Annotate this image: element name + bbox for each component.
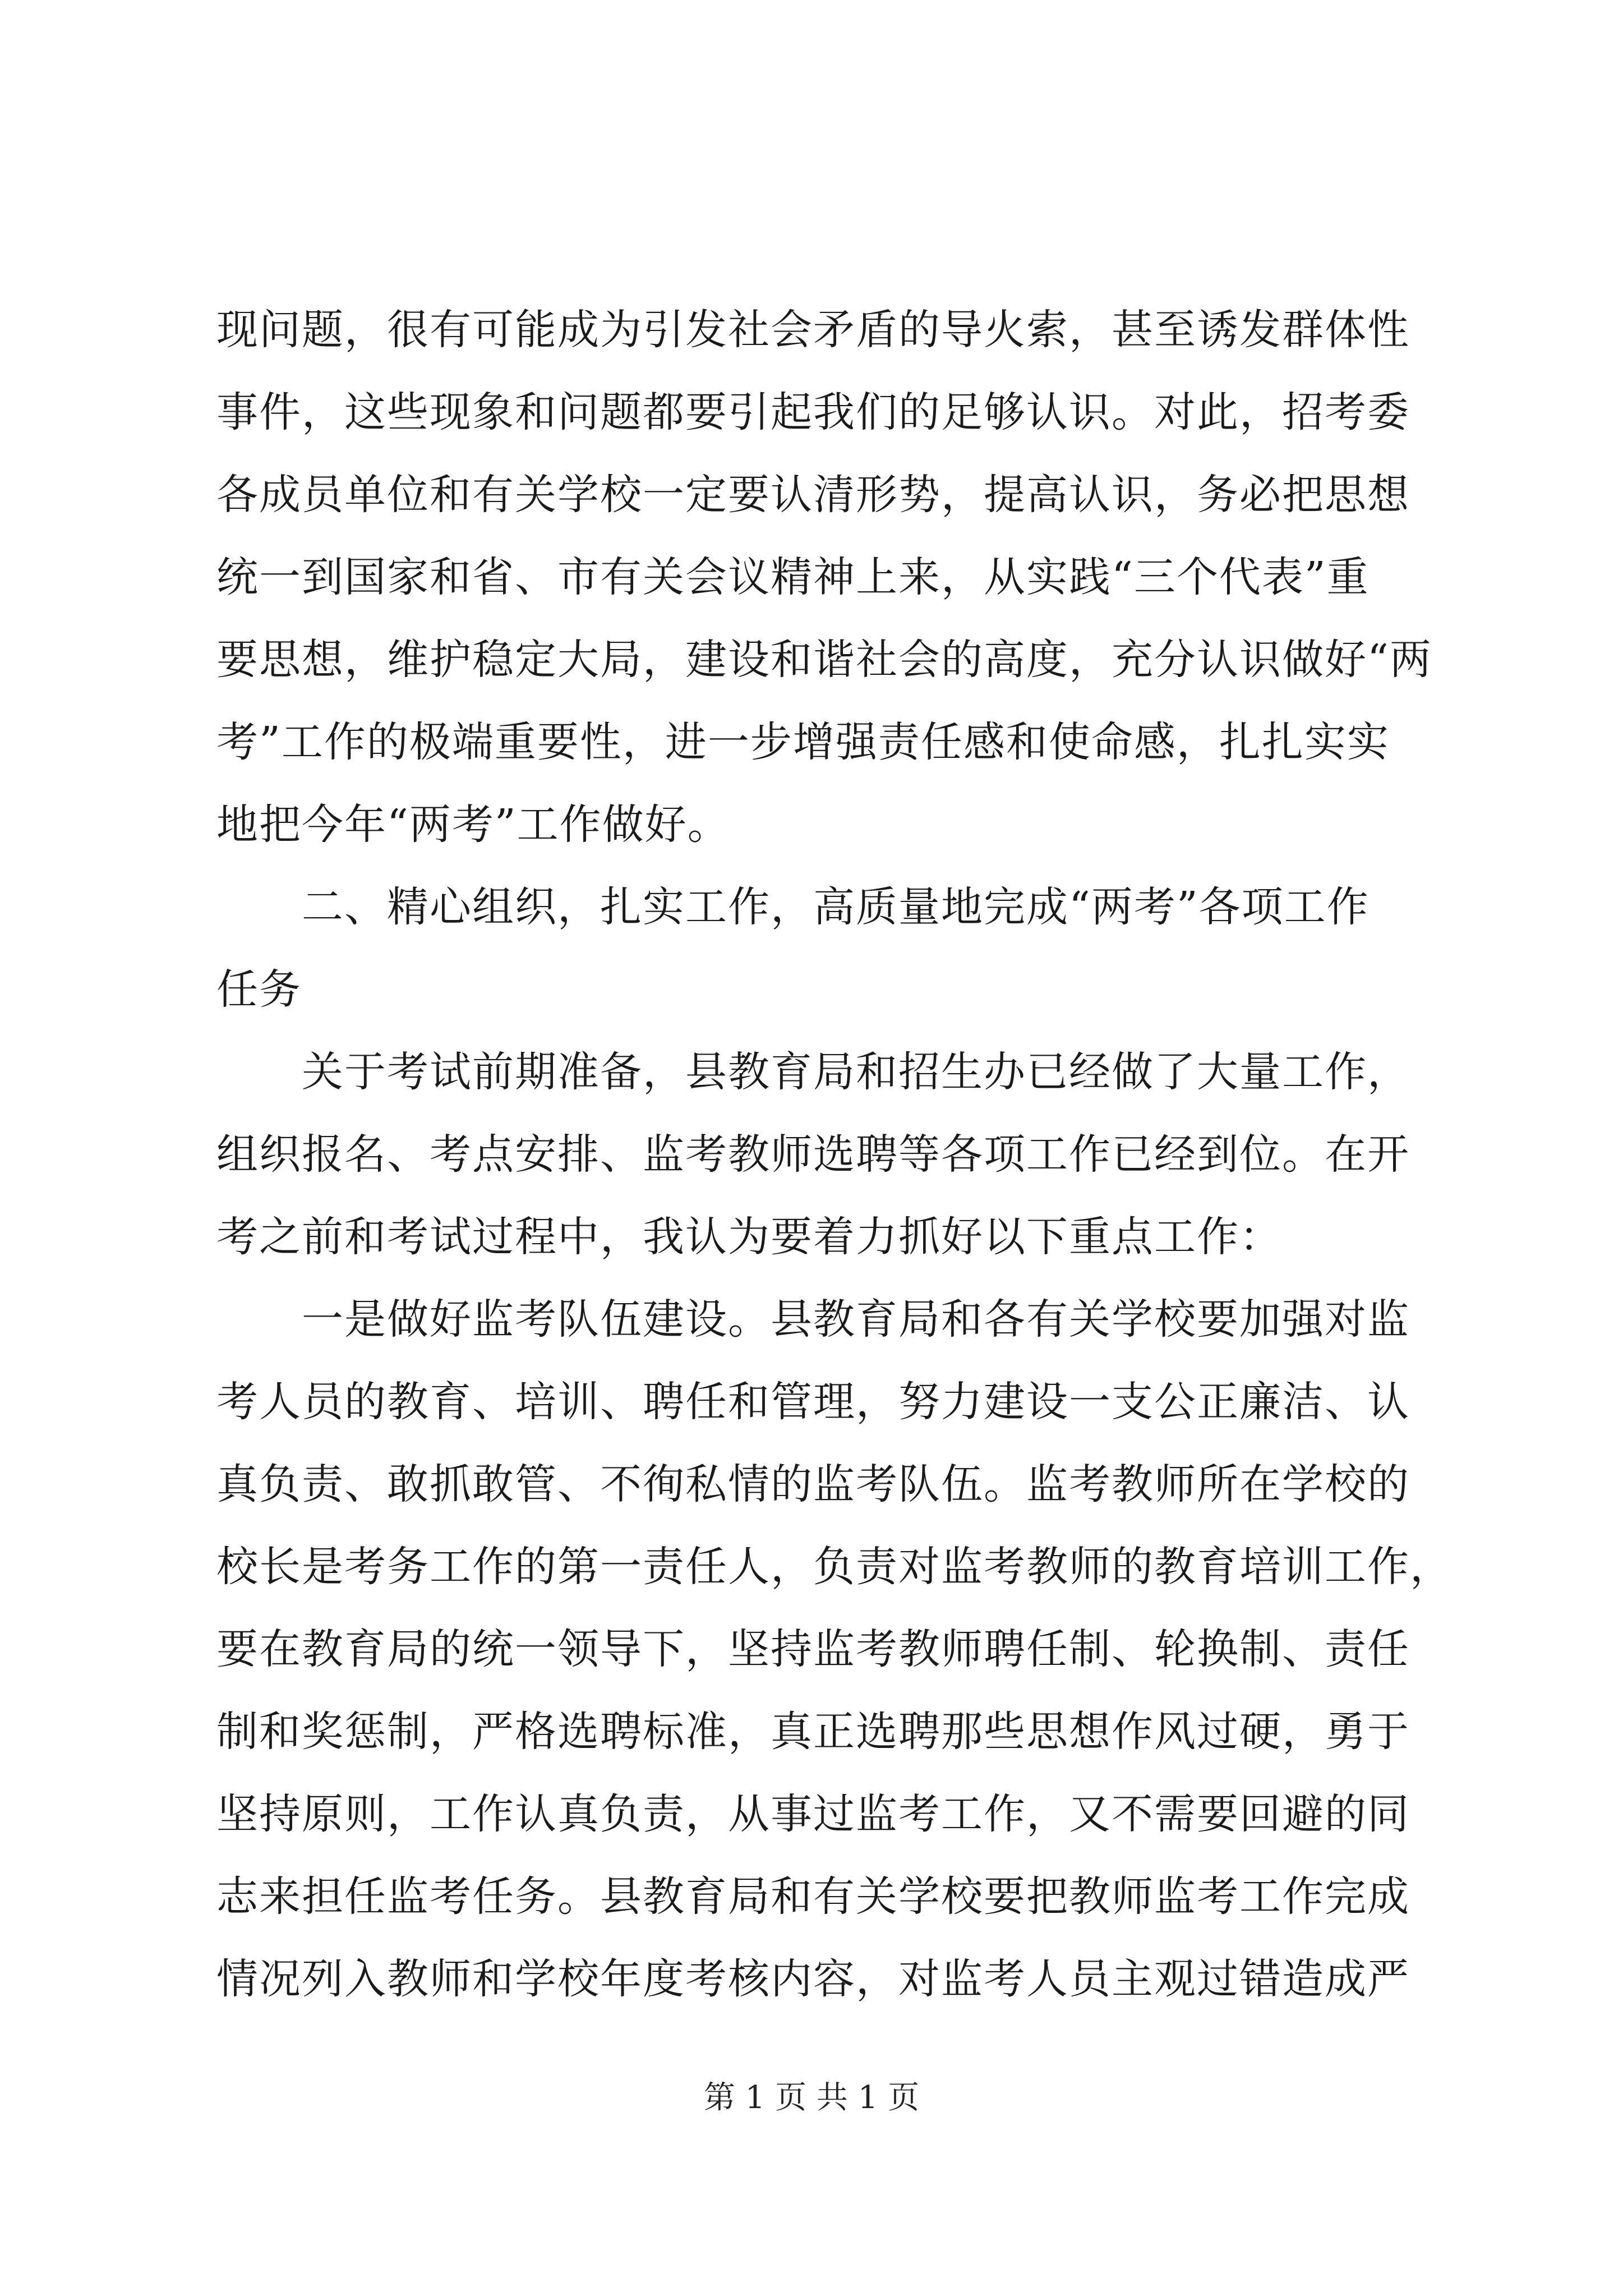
text-line: 校长是考务工作的第一责任人，负责对监考教师的教育培训工作， — [216, 1543, 1453, 1591]
text-line: 考之前和考试过程中，我认为要着力抓好以下重点工作： — [216, 1213, 1282, 1261]
text-line: 要思想，维护稳定大局，建设和谐社会的高度，充分认识做好“两 — [216, 636, 1432, 684]
text-line: 志来担任监考任务。县教育局和有关学校要把教师监考工作完成 — [216, 1872, 1410, 1921]
text-line: 关于考试前期准备，县教育局和招生办已经做了大量工作， — [216, 1048, 1410, 1096]
text-line: 地把今年“两考”工作做好。 — [216, 800, 730, 849]
text-line: 统一到国家和省、市有关会议精神上来，从实践“三个代表”重 — [216, 553, 1370, 601]
text-line: 制和奖惩制，严格选聘标准，真正选聘那些思想作风过硬，勇于 — [216, 1708, 1410, 1756]
body-text — [216, 289, 1453, 2021]
text-line: 要在教育局的统一领导下，坚持监考教师聘任制、轮换制、责任 — [216, 1625, 1410, 1673]
text-line: 坚持原则，工作认真负责，从事过监考工作，又不需要回避的同 — [216, 1790, 1410, 1838]
text-line: 现问题，很有可能成为引发社会矛盾的导火索，甚至诱发群体性 — [216, 306, 1410, 354]
section-heading-line: 任务 — [216, 965, 302, 1014]
text-line: 事件，这些现象和问题都要引起我们的足够认识。对此，招考委 — [216, 388, 1410, 436]
text-line: 情况列入教师和学校年度考核内容，对监考人员主观过错造成严 — [216, 1955, 1410, 2003]
text-line: 考人员的教育、培训、聘任和管理，努力建设一支公正廉洁、认 — [216, 1378, 1410, 1426]
text-line: 一是做好监考队伍建设。县教育局和各有关学校要加强对监 — [216, 1295, 1410, 1343]
text-line: 考”工作的极端重要性，进一步增强责任感和使命感，扎扎实实 — [216, 718, 1390, 766]
text-line: 组织报名、考点安排、监考教师选聘等各项工作已经到位。在开 — [216, 1130, 1410, 1179]
text-line: 真负责、敢抓敢管、不徇私情的监考队伍。监考教师所在学校的 — [216, 1460, 1410, 1508]
page-number-footer: 第 1 页 共 1 页 — [703, 2079, 920, 2116]
text-line: 各成员单位和有关学校一定要认清形势，提高认识，务必把思想 — [216, 471, 1410, 519]
section-heading-line: 二、精心组织，扎实工作，高质量地完成“两考”各项工作 — [216, 883, 1370, 931]
